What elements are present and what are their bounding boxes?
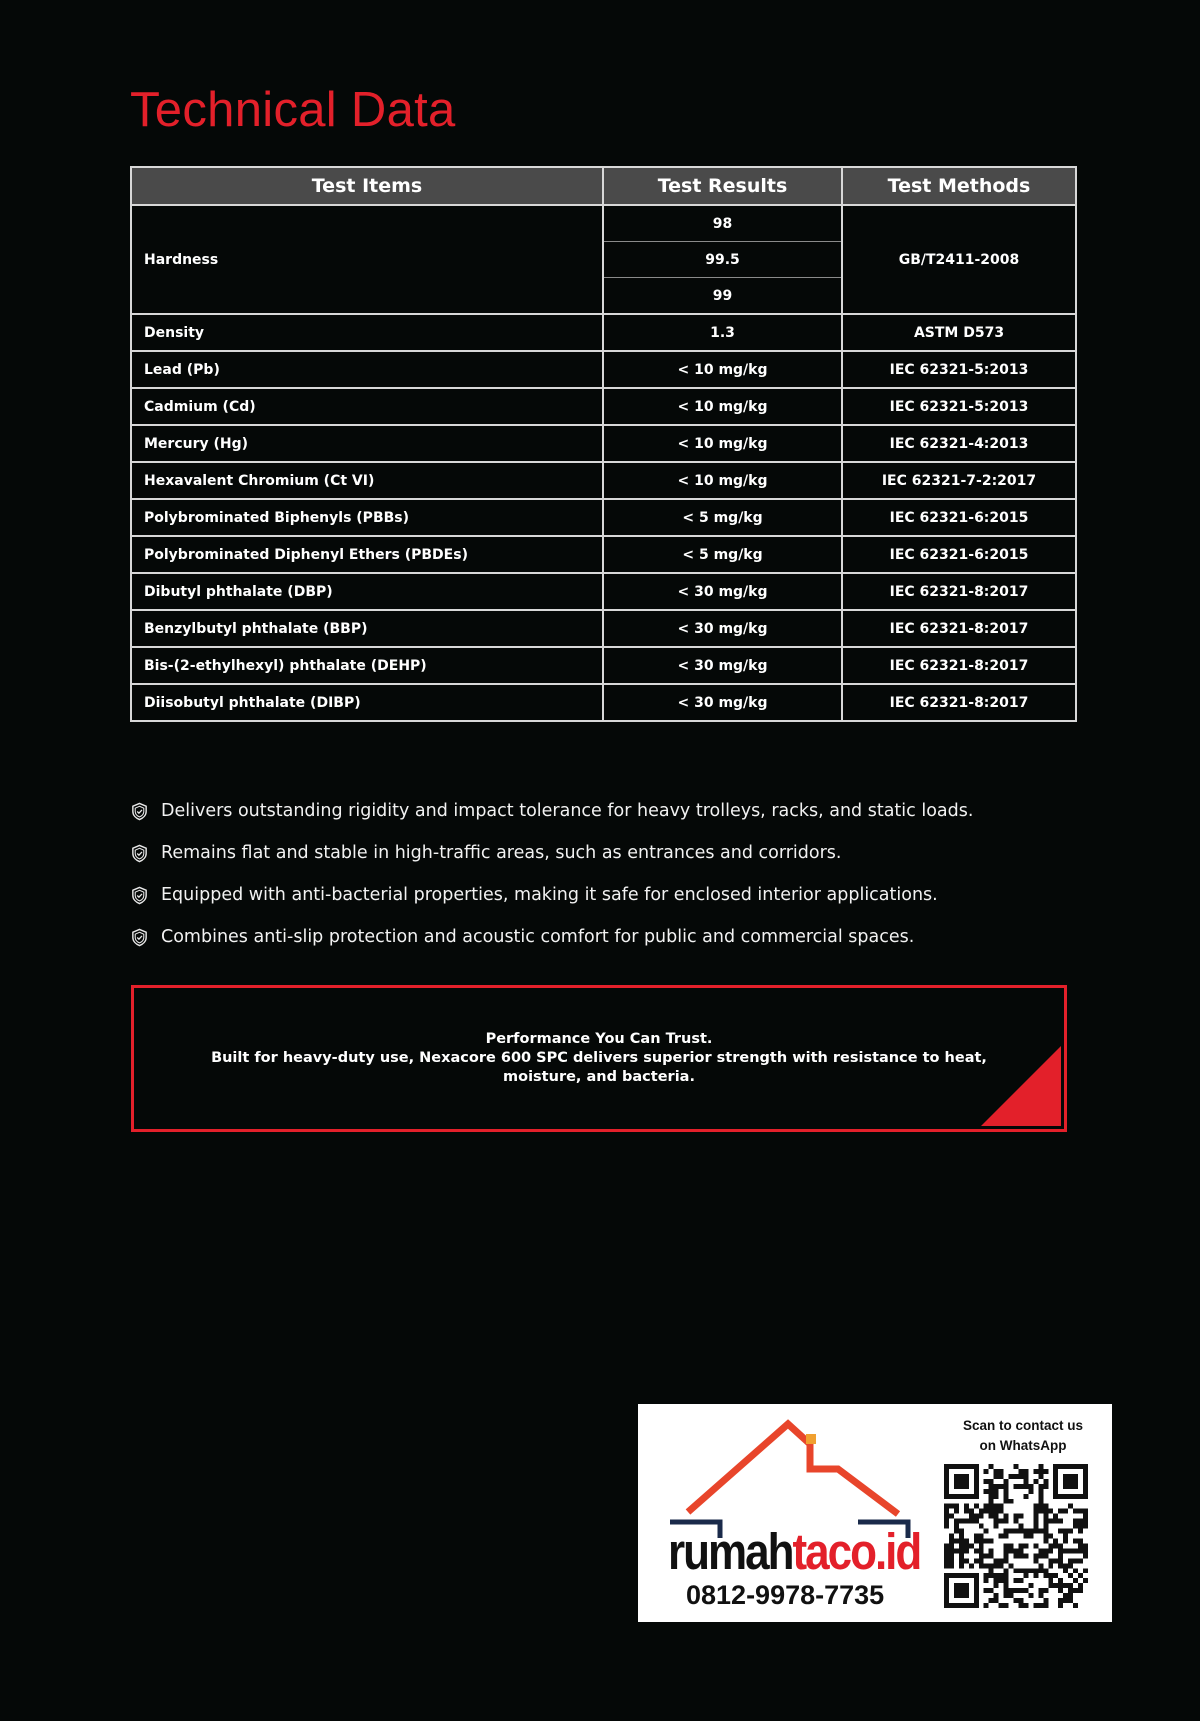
callout-body: Built for heavy-duty use, Nexacore 600 SPC delivers superior strength with resistance to heat, moisture, and bacteria. — [211, 1050, 987, 1085]
row-item: Mercury (Hg) — [131, 425, 603, 462]
row-result: < 30 mg/kg — [603, 647, 842, 684]
table-row — [131, 610, 1076, 647]
row-method: IEC 62321-6:2015 — [842, 536, 1076, 573]
shield-check-icon — [130, 886, 149, 905]
table-row — [131, 388, 1076, 425]
shield-check-icon — [130, 844, 149, 863]
list-item — [130, 916, 973, 958]
callout-text — [134, 1030, 1064, 1087]
row-item: Polybrominated Biphenyls (PBBs) — [131, 499, 603, 536]
scan-caption-line: Scan to contact us — [962, 1418, 1084, 1433]
table-row — [131, 314, 1076, 351]
whatsapp-qr-code[interactable] — [944, 1464, 1088, 1608]
table-row — [131, 536, 1076, 573]
feature-text: Equipped with anti-bacterial properties, making it safe for enclosed interior applications. — [161, 885, 938, 905]
row-result: < 5 mg/kg — [603, 536, 842, 573]
hardness-result: 99 — [603, 278, 842, 315]
row-method: IEC 62321-8:2017 — [842, 684, 1076, 721]
table-row — [131, 647, 1076, 684]
scan-caption-line: on WhatsApp — [979, 1438, 1067, 1453]
row-method: ASTM D573 — [842, 314, 1076, 351]
row-item: Diisobutyl phthalate (DIBP) — [131, 684, 603, 721]
row-result: < 30 mg/kg — [603, 610, 842, 647]
shield-check-icon — [130, 928, 149, 947]
hardness-result: 98 — [603, 205, 842, 242]
shield-check-icon — [130, 802, 149, 821]
list-item — [130, 790, 973, 832]
row-method: IEC 62321-4:2013 — [842, 425, 1076, 462]
brand-logo-text — [668, 1524, 920, 1582]
row-item: Cadmium (Cd) — [131, 388, 603, 425]
page-title: Technical Data — [130, 83, 456, 137]
table-row — [131, 205, 1076, 242]
row-item: Density — [131, 314, 603, 351]
row-result: < 30 mg/kg — [603, 573, 842, 610]
brand-text-red: taco.id — [792, 1524, 921, 1581]
list-item — [130, 832, 973, 874]
hardness-result: 99.5 — [603, 242, 842, 278]
table-header-row — [131, 167, 1076, 205]
row-result: < 10 mg/kg — [603, 351, 842, 388]
row-method: IEC 62321-5:2013 — [842, 351, 1076, 388]
feature-text: Remains flat and stable in high-traffic areas, such as entrances and corridors. — [161, 843, 842, 863]
header-test-methods: Test Methods — [842, 167, 1076, 205]
row-method: IEC 62321-8:2017 — [842, 573, 1076, 610]
phone-number: 0812-9978-7735 — [686, 1580, 885, 1610]
performance-callout — [131, 985, 1067, 1132]
table-row — [131, 684, 1076, 721]
brand-text-dark: rumah — [668, 1524, 793, 1581]
hardness-item: Hardness — [131, 205, 603, 314]
row-item: Bis-(2-ethylhexyl) phthalate (DEHP) — [131, 647, 603, 684]
hardness-method: GB/T2411-2008 — [842, 205, 1076, 314]
table-row — [131, 462, 1076, 499]
row-item: Polybrominated Diphenyl Ethers (PBDEs) — [131, 536, 603, 573]
header-test-results: Test Results — [603, 167, 842, 205]
row-result: < 10 mg/kg — [603, 462, 842, 499]
corner-triangle-decoration — [981, 1046, 1061, 1126]
table-row — [131, 425, 1076, 462]
feature-text: Delivers outstanding rigidity and impact tolerance for heavy trolleys, racks, and static loads. — [161, 801, 974, 821]
table-row — [131, 351, 1076, 388]
header-test-items: Test Items — [131, 167, 603, 205]
row-method: IEC 62321-5:2013 — [842, 388, 1076, 425]
row-item: Hexavalent Chromium (Ct VI) — [131, 462, 603, 499]
row-item: Benzylbutyl phthalate (BBP) — [131, 610, 603, 647]
row-method: IEC 62321-8:2017 — [842, 647, 1076, 684]
row-item: Lead (Pb) — [131, 351, 603, 388]
table-row — [131, 573, 1076, 610]
contact-promo-card — [638, 1404, 1112, 1622]
feature-text: Combines anti-slip protection and acoustic comfort for public and commercial spaces. — [161, 927, 915, 947]
row-result: 1.3 — [603, 314, 842, 351]
technical-data-table — [130, 166, 1077, 722]
row-result: < 30 mg/kg — [603, 684, 842, 721]
row-method: IEC 62321-7-2:2017 — [842, 462, 1076, 499]
row-result: < 10 mg/kg — [603, 425, 842, 462]
row-result: < 5 mg/kg — [603, 499, 842, 536]
row-item: Dibutyl phthalate (DBP) — [131, 573, 603, 610]
list-item — [130, 874, 973, 916]
table-row — [131, 499, 1076, 536]
qr-modules — [944, 1464, 1088, 1608]
row-result: < 10 mg/kg — [603, 388, 842, 425]
callout-heading: Performance You Can Trust. — [485, 1031, 713, 1047]
row-method: IEC 62321-8:2017 — [842, 610, 1076, 647]
row-method: IEC 62321-6:2015 — [842, 499, 1076, 536]
feature-list — [130, 790, 973, 958]
scan-caption — [938, 1416, 1108, 1456]
